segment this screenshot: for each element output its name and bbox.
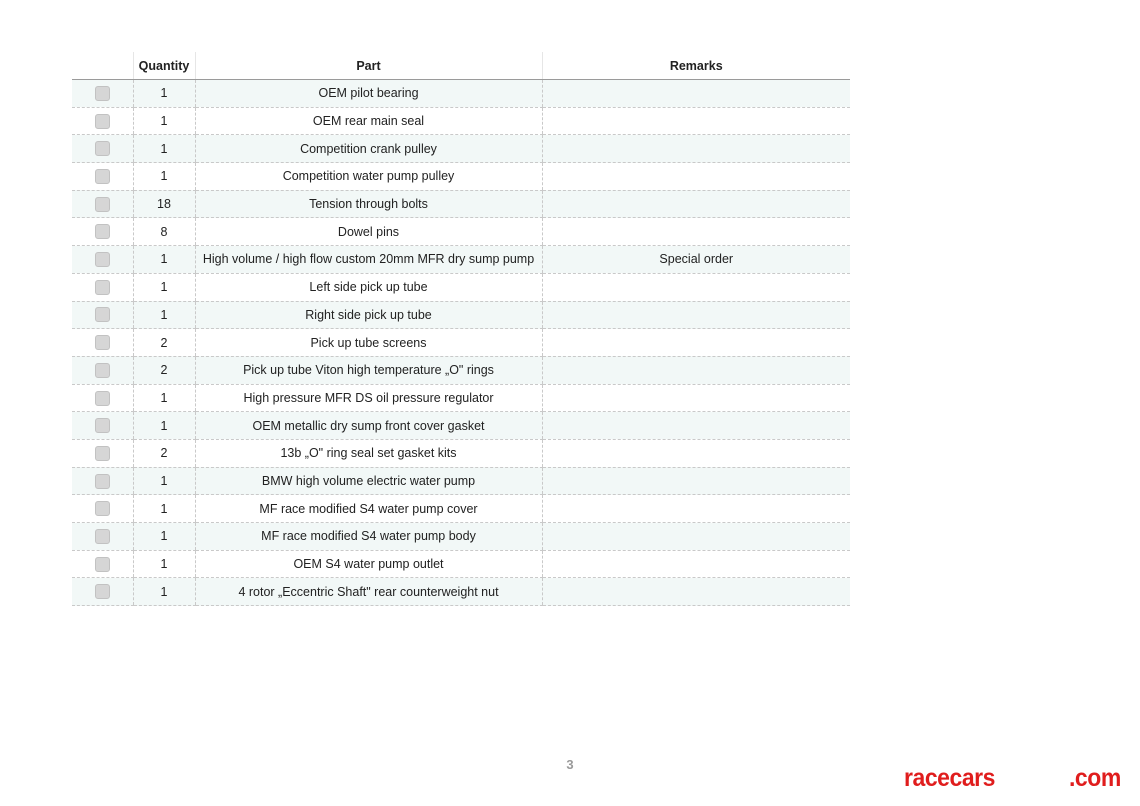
table-row [72,384,850,412]
part-cell: Right side pick up tube [195,301,542,329]
checkbox-cell [72,301,133,329]
header-part: Part [195,52,542,80]
row-checkbox[interactable] [95,557,110,572]
header-checkbox-column [72,52,133,80]
checkbox-cell [72,550,133,578]
row-checkbox[interactable] [95,363,110,378]
table-row [72,301,850,329]
part-cell: OEM S4 water pump outlet [195,550,542,578]
remarks-cell [542,218,850,246]
row-checkbox[interactable] [95,252,110,267]
row-checkbox[interactable] [95,418,110,433]
checkbox-cell [72,218,133,246]
part-cell: Dowel pins [195,218,542,246]
checkbox-cell [72,246,133,274]
remarks-cell [542,190,850,218]
remarks-cell [542,467,850,495]
part-cell: High volume / high flow custom 20mm MFR dry sump pump [195,246,542,274]
checkbox-cell [72,467,133,495]
quantity-cell: 1 [133,550,195,578]
part-cell: MF race modified S4 water pump body [195,523,542,551]
part-cell: Competition water pump pulley [195,163,542,191]
checkbox-cell [72,190,133,218]
table-row [72,578,850,606]
part-cell: OEM metallic dry sump front cover gasket [195,412,542,440]
row-checkbox[interactable] [95,446,110,461]
table-row [72,412,850,440]
part-cell: Left side pick up tube [195,273,542,301]
remarks-cell: Special order [542,246,850,274]
remarks-cell [542,356,850,384]
table-row [72,523,850,551]
row-checkbox[interactable] [95,280,110,295]
quantity-cell: 1 [133,301,195,329]
quantity-cell: 1 [133,412,195,440]
parts-table [72,52,850,606]
part-cell: High pressure MFR DS oil pressure regulator [195,384,542,412]
part-cell: Pick up tube screens [195,329,542,357]
part-cell: 13b „O" ring seal set gasket kits [195,439,542,467]
checkbox-cell [72,135,133,163]
remarks-cell [542,523,850,551]
row-checkbox[interactable] [95,501,110,516]
table-row [72,246,850,274]
quantity-cell: 2 [133,329,195,357]
quantity-cell: 1 [133,80,195,108]
table-row [72,495,850,523]
checkbox-cell [72,523,133,551]
table-row [72,135,850,163]
quantity-cell: 1 [133,273,195,301]
quantity-cell: 1 [133,578,195,606]
part-cell: BMW high volume electric water pump [195,467,542,495]
remarks-cell [542,107,850,135]
remarks-cell [542,301,850,329]
row-checkbox[interactable] [95,169,110,184]
part-cell: Competition crank pulley [195,135,542,163]
row-checkbox[interactable] [95,584,110,599]
row-checkbox[interactable] [95,86,110,101]
row-checkbox[interactable] [95,141,110,156]
checkbox-cell [72,356,133,384]
table-row [72,190,850,218]
remarks-cell [542,135,850,163]
checkbox-cell [72,495,133,523]
table-row [72,329,850,357]
remarks-cell [542,495,850,523]
quantity-cell: 8 [133,218,195,246]
remarks-cell [542,80,850,108]
remarks-cell [542,384,850,412]
remarks-cell [542,439,850,467]
part-cell: Tension through bolts [195,190,542,218]
quantity-cell: 1 [133,163,195,191]
table-row [72,80,850,108]
quantity-cell: 18 [133,190,195,218]
row-checkbox[interactable] [95,197,110,212]
checkbox-cell [72,163,133,191]
quantity-cell: 1 [133,384,195,412]
quantity-cell: 1 [133,107,195,135]
part-cell: MF race modified S4 water pump cover [195,495,542,523]
part-cell: OEM pilot bearing [195,80,542,108]
remarks-cell [542,163,850,191]
checkbox-cell [72,273,133,301]
row-checkbox[interactable] [95,529,110,544]
row-checkbox[interactable] [95,307,110,322]
checkbox-cell [72,578,133,606]
page-number: 3 [566,757,574,772]
table-row [72,218,850,246]
row-checkbox[interactable] [95,391,110,406]
checkbox-cell [72,329,133,357]
watermark-logo-right: .com [1069,764,1121,792]
part-cell: Pick up tube Viton high temperature „O" rings [195,356,542,384]
remarks-cell [542,550,850,578]
table-row [72,467,850,495]
checkbox-cell [72,439,133,467]
remarks-cell [542,273,850,301]
watermark-logo-left: racecars [904,764,995,792]
row-checkbox[interactable] [95,474,110,489]
checkbox-cell [72,384,133,412]
quantity-cell: 2 [133,356,195,384]
part-cell: 4 rotor „Eccentric Shaft" rear counterweight nut [195,578,542,606]
checkbox-cell [72,412,133,440]
table-row [72,550,850,578]
remarks-cell [542,329,850,357]
quantity-cell: 1 [133,135,195,163]
checkbox-cell [72,107,133,135]
checkbox-cell [72,80,133,108]
table-row [72,273,850,301]
header-remarks: Remarks [542,52,850,80]
header-quantity: Quantity [133,52,195,80]
quantity-cell: 1 [133,523,195,551]
quantity-cell: 1 [133,246,195,274]
quantity-cell: 1 [133,495,195,523]
part-cell: OEM rear main seal [195,107,542,135]
quantity-cell: 1 [133,467,195,495]
quantity-cell: 2 [133,439,195,467]
table-row [72,107,850,135]
remarks-cell [542,578,850,606]
row-checkbox[interactable] [95,335,110,350]
row-checkbox[interactable] [95,224,110,239]
remarks-cell [542,412,850,440]
table-header-row [72,52,850,80]
table-row [72,163,850,191]
table-row [72,439,850,467]
table-row [72,356,850,384]
row-checkbox[interactable] [95,114,110,129]
